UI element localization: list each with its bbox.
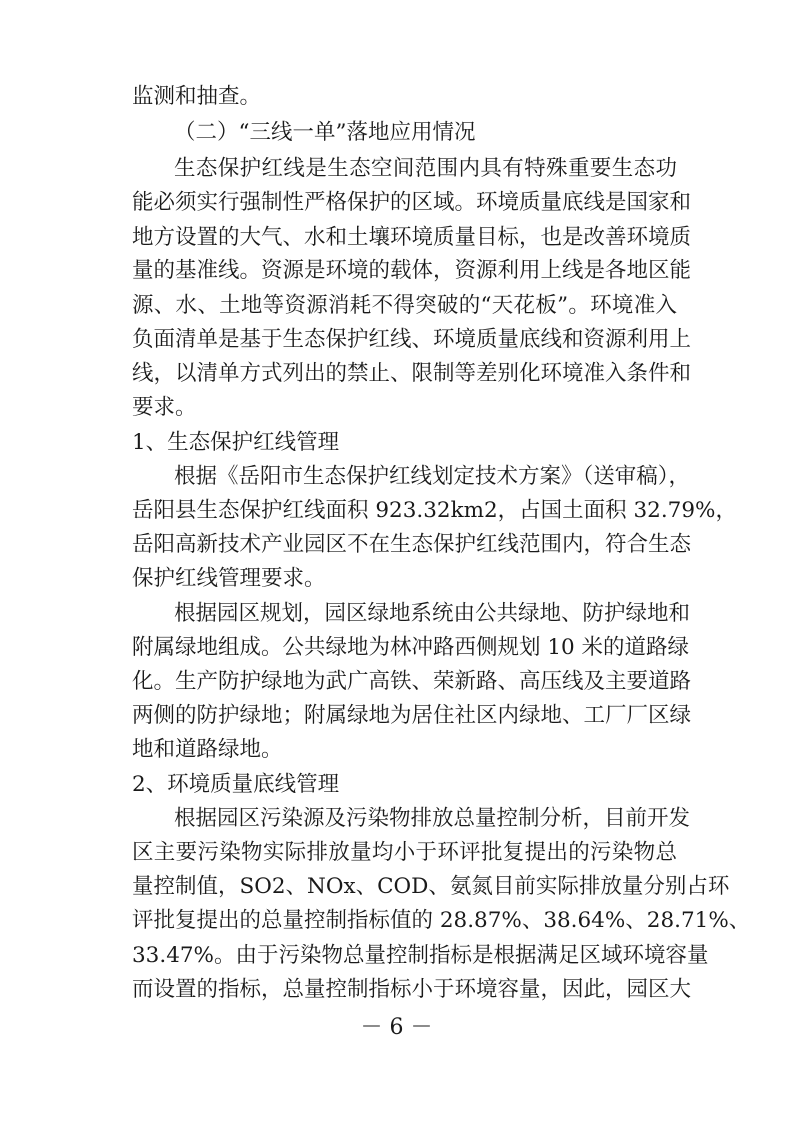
text-line: 地方设置的大气、水和土壤环境质量目标，也是改善环境质	[132, 225, 692, 250]
text-line: 化。生产防护绿地为武广高铁、荣新路、高压线及主要道路	[132, 669, 692, 694]
text-line: 负面清单是基于生态保护红线、环境质量底线和资源利用上	[132, 327, 692, 352]
text-line: 量控制值，SO2、NOx、COD、氨氮目前实际排放量分别占环	[132, 874, 730, 899]
text-line: 岳阳高新技术产业园区不在生态保护红线范围内，符合生态	[132, 532, 692, 557]
text-line: 岳阳县生态保护红线面积 923.32km2，占国土面积 32.79%，	[132, 498, 737, 523]
text-line: 附属绿地组成。公共绿地为林冲路西侧规划 10 米的道路绿	[132, 635, 690, 660]
text-line: 根据园区污染源及污染物排放总量控制分析，目前开发	[174, 806, 691, 831]
text-line: 根据园区规划，园区绿地系统由公共绿地、防护绿地和	[174, 601, 691, 626]
page-number: － 6 －	[360, 1015, 433, 1040]
subsection-heading: 2、环境质量底线管理	[132, 772, 340, 797]
text-line: 33.47%。由于污染物总量控制指标是根据满足区域环境容量	[132, 943, 709, 968]
text-line: 保护红线管理要求。	[132, 566, 326, 591]
text-line: 生态保护红线是生态空间范围内具有特殊重要生态功	[174, 156, 677, 181]
text-line: 地和道路绿地。	[132, 737, 283, 762]
text-line: 量的基准线。资源是环境的载体，资源利用上线是各地区能	[132, 258, 692, 283]
text-line: 线，以清单方式列出的禁止、限制等差别化环境准入条件和	[132, 361, 692, 386]
text-line: 而设置的指标，总量控制指标小于环境容量，因此，园区大	[132, 977, 692, 1002]
text-line: 源、水、土地等资源消耗不得突破的“天花板”。环境准入	[132, 293, 677, 318]
text-line: 根据《岳阳市生态保护红线划定技术方案》（送审稿），	[174, 464, 691, 489]
text-line: 评批复提出的总量控制指标值的 28.87%、38.64%、28.71%、	[132, 908, 751, 933]
text-line: 监测和抽查。	[132, 84, 262, 109]
text-line: 两侧的防护绿地；附属绿地为居住社区内绿地、工厂厂区绿	[132, 703, 692, 728]
text-line: 能必须实行强制性严格保护的区域。环境质量底线是国家和	[132, 190, 692, 215]
text-line: 要求。	[132, 395, 197, 420]
section-heading: （二）“三线一单”落地应用情况	[174, 120, 476, 145]
subsection-heading: 1、生态保护红线管理	[132, 430, 340, 455]
text-line: 区主要污染物实际排放量均小于环评批复提出的污染物总	[132, 840, 677, 865]
